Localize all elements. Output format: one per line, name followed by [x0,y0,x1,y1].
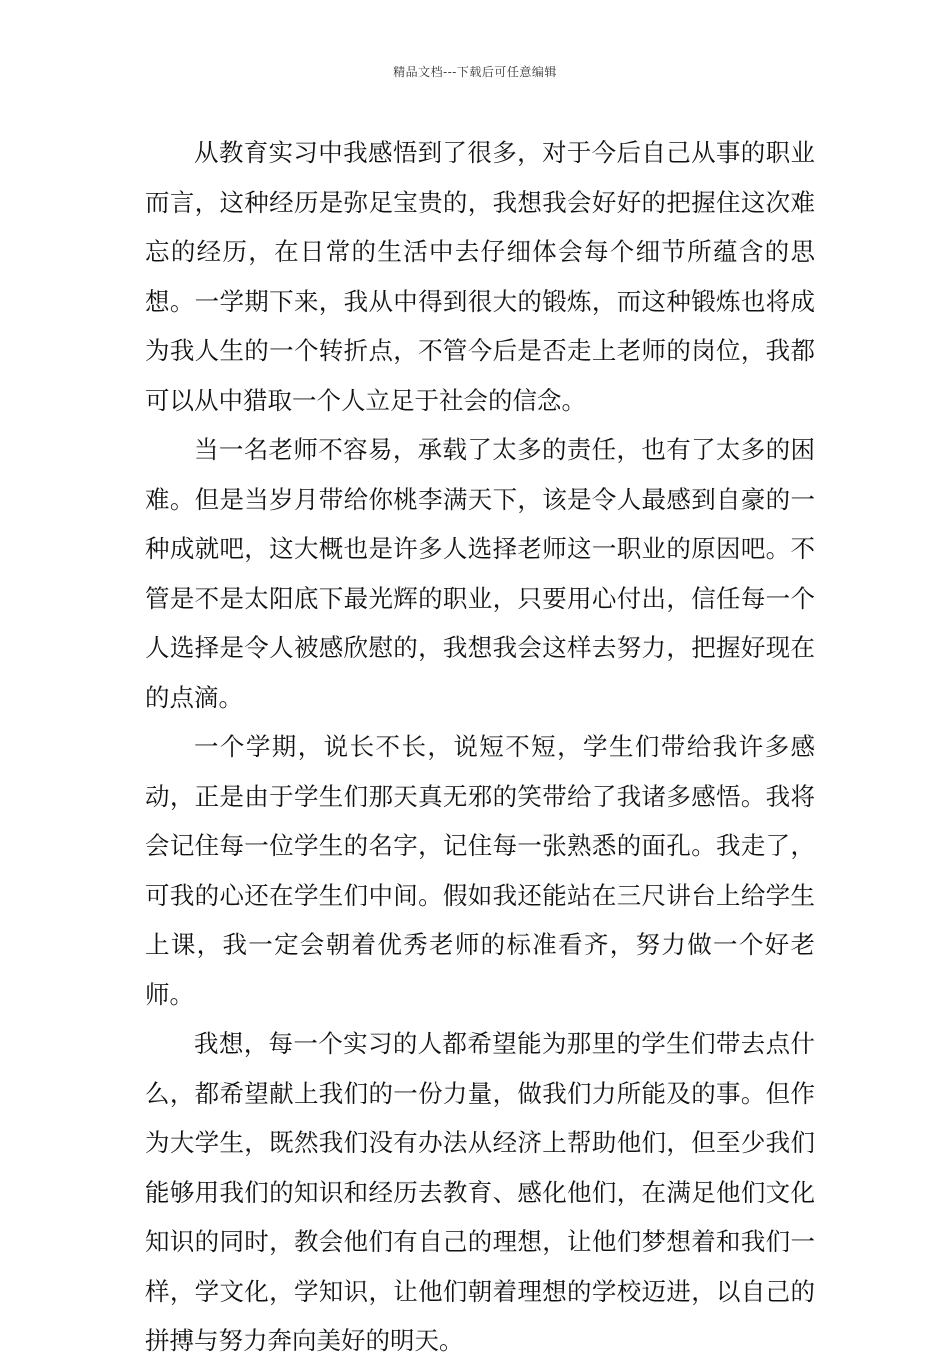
paragraph-3: 一个学期，说长不长，说短不短，学生们带给我许多感动，正是由于学生们那天真无邪的笑带给了我诸多感悟。我将会记住每一位学生的名字，记住每一张熟悉的面孔。我走了，可我的心还在学生们中间。假如我还能站在三尺讲台上给学生上课，我一定会朝着优秀老师的标准看齐，努力做一个好老师。 [145,732,815,1009]
page-header: 精品文档---下载后可任意编辑 [393,65,557,79]
paragraph-1: 从教育实习中我感悟到了很多，对于今后自己从事的职业而言，这种经历是弥足宝贵的，我想我会好好的把握住这次难忘的经历，在日常的生活中去仔细体会每个细节所蕴含的思想。一学期下来，我从中得到很大的锻炼，而这种锻炼也将成为我人生的一个转折点，不管今后是否走上老师的岗位，我都可以从中猎取一个人立足于社会的信念。 [145,138,815,415]
document-body [145,128,815,1366]
paragraph-2: 当一名老师不容易，承载了太多的责任，也有了太多的困难。但是当岁月带给你桃李满天下，该是令人最感到自豪的一种成就吧，这大概也是许多人选择老师这一职业的原因吧。不管是不是太阳底下最光辉的职业，只要用心付出，信任每一个人选择是令人被感欣慰的，我想我会这样去努力，把握好现在的点滴。 [145,435,815,712]
paragraph-4: 我想，每一个实习的人都希望能为那里的学生们带去点什么，都希望献上我们的一份力量，做我们力所能及的事。但作为大学生，既然我们没有办法从经济上帮助他们，但至少我们能够用我们的知识和经历去教育、感化他们，在满足他们文化知识的同时，教会他们有自己的理想，让他们梦想着和我们一样，学文化，学知识，让他们朝着理想的学校迈进，以自己的拼搏与努力奔向美好的明天。 [145,1029,815,1355]
